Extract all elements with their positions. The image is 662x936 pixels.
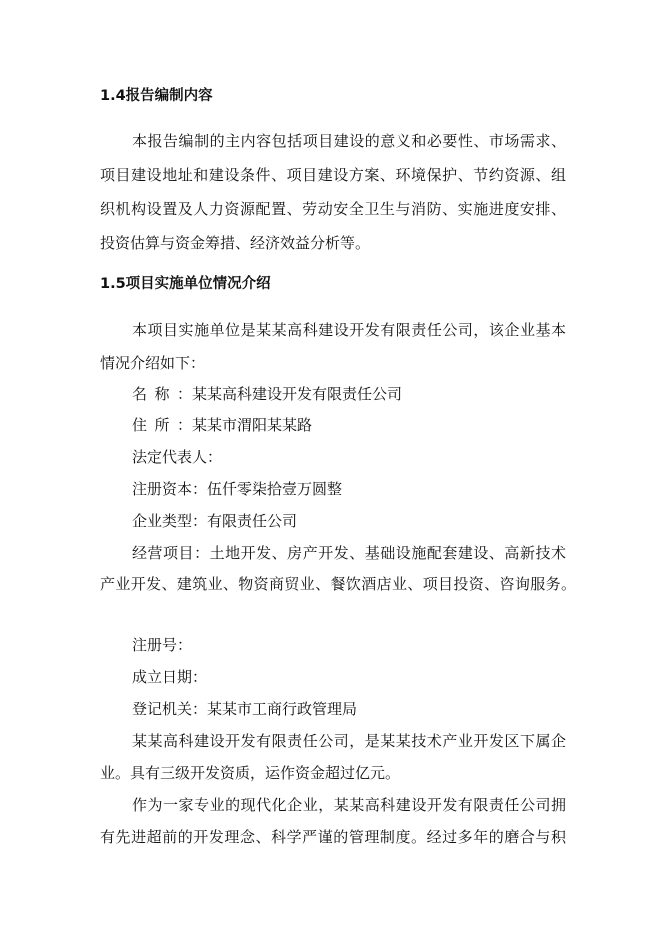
company-name-row [132, 384, 402, 404]
business-scope-line: 经营项目：土地开发、房产开发、基础设施配套建设、高新技术 [132, 544, 566, 562]
company-address-row [132, 415, 312, 435]
company-name-value: 某某高科建设开发有限责任公司 [192, 385, 403, 403]
company-name-label: 名称： [132, 385, 192, 403]
company-type-value: 有限责任公司 [207, 512, 298, 530]
paragraph-line: 有先进超前的开发理念、科学严谨的管理制度。经过多年的磨合与积 [100, 828, 566, 846]
paragraph-line: 情况介绍如下： [100, 354, 206, 372]
registration-authority-row [132, 699, 357, 719]
registration-number-label: 注册号： [132, 636, 193, 654]
registration-authority-value: 某某市工商行政管理局 [207, 700, 358, 718]
section-heading-1-4: 1.4报告编制内容 [100, 88, 213, 104]
company-type-label: 企业类型： [132, 512, 208, 530]
company-address-label: 住所： [132, 416, 192, 434]
paragraph-line: 织机构设置及人力资源配置、劳动安全卫生与消防、实施进度安排、 [100, 200, 566, 218]
founded-date-label: 成立日期： [132, 668, 208, 686]
paragraph-line: 项目建设地址和建设条件、项目建设方案、环境保护、节约资源、组 [100, 166, 566, 184]
registered-capital-label: 注册资本： [132, 480, 208, 498]
company-address-value: 某某市渭阳某某路 [192, 416, 313, 434]
paragraph-line: 作为一家专业的现代化企业，某某高科建设开发有限责任公司拥 [132, 796, 566, 814]
paragraph-line: 投资估算与资金筹措、经济效益分析等。 [100, 234, 371, 252]
paragraph-line: 本报告编制的主内容包括项目建设的意义和必要性、市场需求、 [132, 132, 566, 150]
paragraph-line: 某某高科建设开发有限责任公司，是某某技术产业开发区下属企 [132, 732, 566, 750]
registered-capital-value: 伍仟零柒拾壹万圆整 [207, 480, 343, 498]
paragraph-line: 本项目实施单位是某某高科建设开发有限责任公司，该企业基本 [132, 321, 566, 339]
registration-authority-label: 登记机关： [132, 700, 208, 718]
paragraph-line: 业。具有三级开发资质，运作资金超过亿元。 [100, 764, 401, 782]
registered-capital-row [132, 479, 342, 499]
business-scope-line: 产业开发、建筑业、物资商贸业、餐饮酒店业、项目投资、咨询服务。 [100, 575, 576, 593]
company-type-row [132, 511, 297, 531]
legal-rep-label: 法定代表人： [132, 448, 223, 466]
section-heading-1-5: 1.5项目实施单位情况介绍 [100, 276, 271, 292]
